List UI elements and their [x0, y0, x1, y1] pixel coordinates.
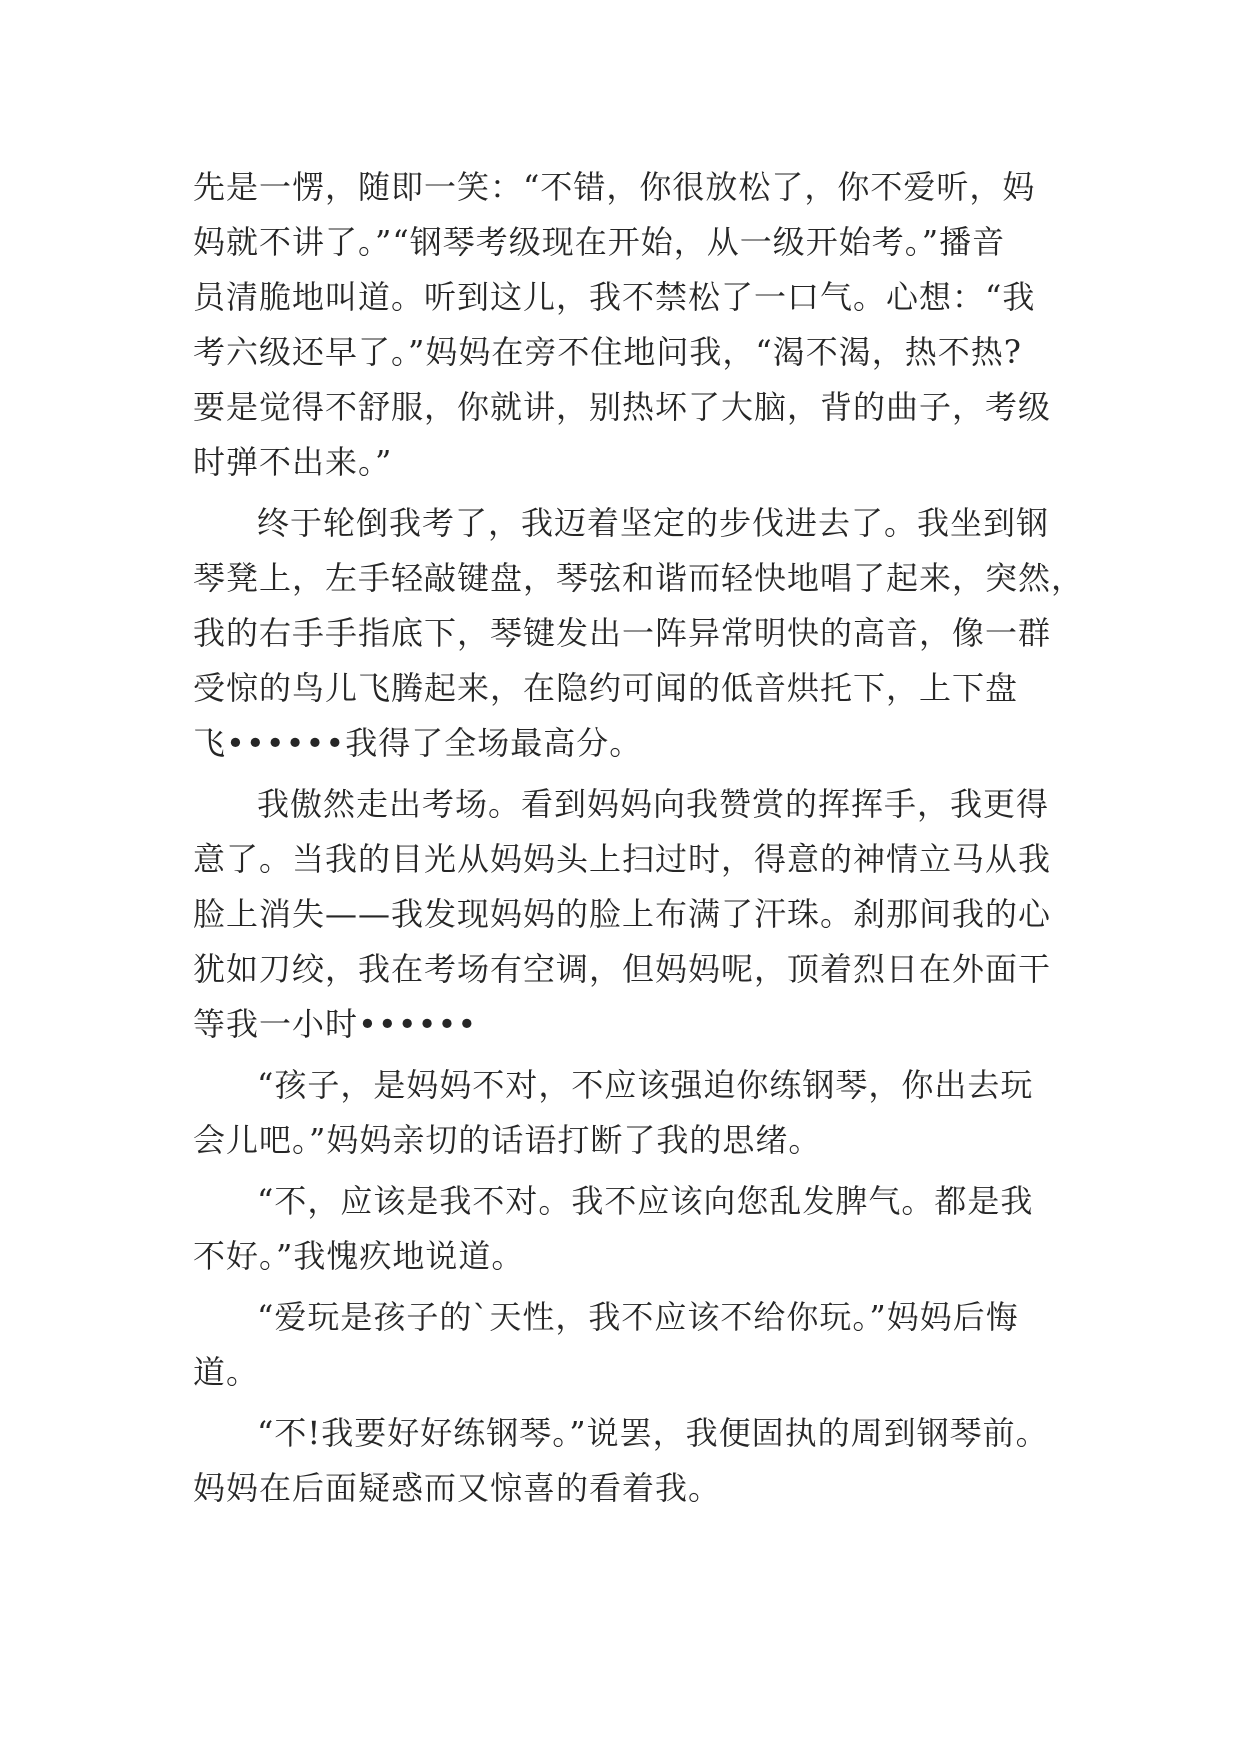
text-line: 考六级还早了。”妈妈在旁不住地问我，“渴不渴，热不热?: [193, 333, 1022, 371]
text-line: 受惊的鸟儿飞腾起来，在隐约可闻的低音烘托下，上下盘: [193, 669, 1019, 707]
text-line: 道。: [193, 1353, 260, 1391]
text-line: 意了。当我的目光从妈妈头上扫过时，得意的神情立马从我: [193, 840, 1052, 878]
paragraph: [193, 496, 1085, 771]
text-line: 终于轮倒我考了，我迈着坚定的步伐进去了。我坐到钢: [257, 504, 1050, 542]
text-line: 要是觉得不舒服，你就讲，别热坏了大脑，背的曲子，考级: [193, 388, 1052, 426]
paragraph: [193, 160, 1053, 490]
text-line: “不，应该是我不对。我不应该向您乱发脾气。都是我: [257, 1182, 1034, 1220]
document-body: [193, 160, 1085, 1522]
text-line: 员清脆地叫道。听到这儿，我不禁松了一口气。心想：“我: [193, 278, 1036, 316]
text-line: 等我一小时••••••: [193, 1005, 478, 1043]
paragraph: [193, 1290, 1053, 1400]
text-line: 妈妈在后面疑惑而又惊喜的看着我。: [193, 1469, 722, 1507]
text-line: 我的右手手指底下，琴键发出一阵异常明快的高音，像一群: [193, 614, 1052, 652]
text-line: “不!我要好好练钢琴。”说罢，我便固执的周到钢琴前。: [257, 1414, 1049, 1452]
text-line: 先是一愣，随即一笑：“不错，你很放松了，你不爱听，妈: [193, 168, 1036, 206]
text-line: 不好。”我愧疚地说道。: [193, 1237, 525, 1275]
text-line: “孩子，是妈妈不对，不应该强迫你练钢琴，你出去玩: [257, 1066, 1034, 1104]
paragraph: [193, 777, 1053, 1052]
paragraph: [193, 1058, 1053, 1168]
text-line: 犹如刀绞，我在考场有空调，但妈妈呢，顶着烈日在外面干: [193, 950, 1052, 988]
paragraph: [193, 1406, 1053, 1516]
text-line: 妈就不讲了。”“钢琴考级现在开始，从一级开始考。”播音: [193, 223, 1006, 261]
text-line: 飞••••••我得了全场最高分。: [193, 724, 643, 762]
text-line: 我傲然走出考场。看到妈妈向我赞赏的挥挥手，我更得: [257, 785, 1050, 823]
text-line: 脸上消失——我发现妈妈的脸上布满了汗珠。刹那间我的心: [193, 895, 1052, 933]
text-line: 时弹不出来。”: [193, 443, 393, 481]
text-line: 会儿吧。”妈妈亲切的话语打断了我的思绪。: [193, 1121, 822, 1159]
paragraph: [193, 1174, 1053, 1284]
text-line: “爱玩是孩子的`天性，我不应该不给你玩。”妈妈后悔: [257, 1298, 1019, 1336]
text-line: 琴凳上，左手轻敲键盘，琴弦和谐而轻快地唱了起来，突然，: [193, 559, 1085, 597]
